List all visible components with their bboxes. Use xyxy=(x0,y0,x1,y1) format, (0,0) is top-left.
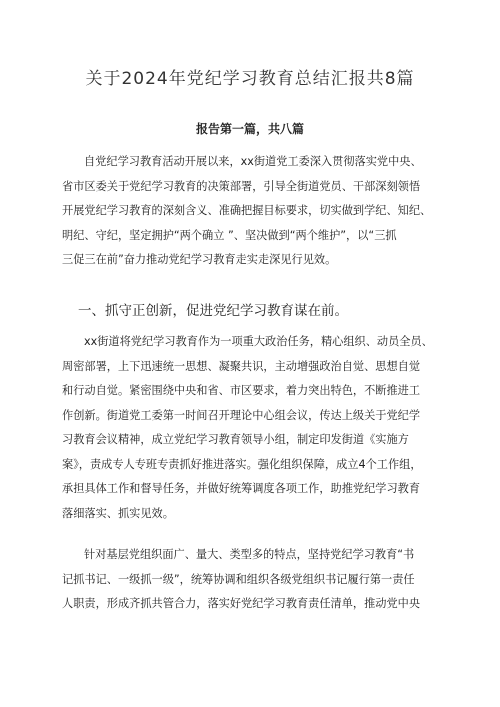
paragraph-line: 和行动自觉。紧密围绕中央和省、市区要求，着力突出特色，不断推进工 xyxy=(62,384,421,397)
paragraph-line: 周密部署，上下迅速统一思想、凝聚共识，主动增强政治自觉、思想自觉 xyxy=(62,359,421,373)
section-heading-1: 一、抓守正创新，促进党纪学习教育谋在前。 xyxy=(78,303,348,319)
paragraph-line: 明纪、守纪，坚定拥护“两个确立 ”、坚决做到“两个维护”，以“三抓 xyxy=(62,228,397,242)
paragraph-line: 省市区委关于党纪学习教育的决策部署，引导全街道党员、干部深刻领悟 xyxy=(62,179,421,193)
document-subtitle: 报告第一篇，共八篇 xyxy=(195,122,304,136)
paragraph-line: 记抓书记、一级抓一级”，统筹协调和组织各级党组织书记履行第一责任 xyxy=(62,572,415,586)
paragraph-line: 针对基层党组织面广、量大、类型多的特点，坚持党纪学习教育“书 xyxy=(84,548,415,561)
paragraph-line: 承担具体工作和督导任务，并做好统筹调度各项工作，助推党纪学习教育 xyxy=(62,482,421,495)
paragraph-line: xx街道将党纪学习教育作为一项重大政治任务，精心组织、动员全员、 xyxy=(84,335,433,348)
paragraph-1 xyxy=(62,150,442,273)
paragraph-line: 作创新。街道党工委第一时间召开理论中心组会议，传达上级关于党纪学 xyxy=(62,408,421,422)
paragraph-2 xyxy=(62,330,442,526)
paragraph-line: 开展党纪学习教育的深刻含义、准确把握目标要求，切实做到学纪、知纪、 xyxy=(62,204,432,217)
paragraph-line: 三促三在前”奋力推动党纪学习教育走实走深见行见效。 xyxy=(62,253,337,266)
paragraph-3 xyxy=(62,543,442,617)
paragraph-line: 案》，责成专人专班专责抓好推进落实。强化组织保障，成立4个工作组， xyxy=(62,457,422,471)
page-title: 关于2024年党纪学习教育总结汇报共8篇 xyxy=(85,69,415,89)
paragraph-line: 落细落实、抓实见效。 xyxy=(62,506,174,520)
paragraph-line: 习教育会议精神，成立党纪学习教育领导小组，制定印发街道《实施方 xyxy=(62,433,409,446)
paragraph-line: 自党纪学习教育活动开展以来，xx街道党工委深入贯彻落实党中央、 xyxy=(84,155,422,168)
paragraph-line: 人职责，形成齐抓共管合力，落实好党纪学习教育责任清单，推动党中央 xyxy=(62,597,421,610)
